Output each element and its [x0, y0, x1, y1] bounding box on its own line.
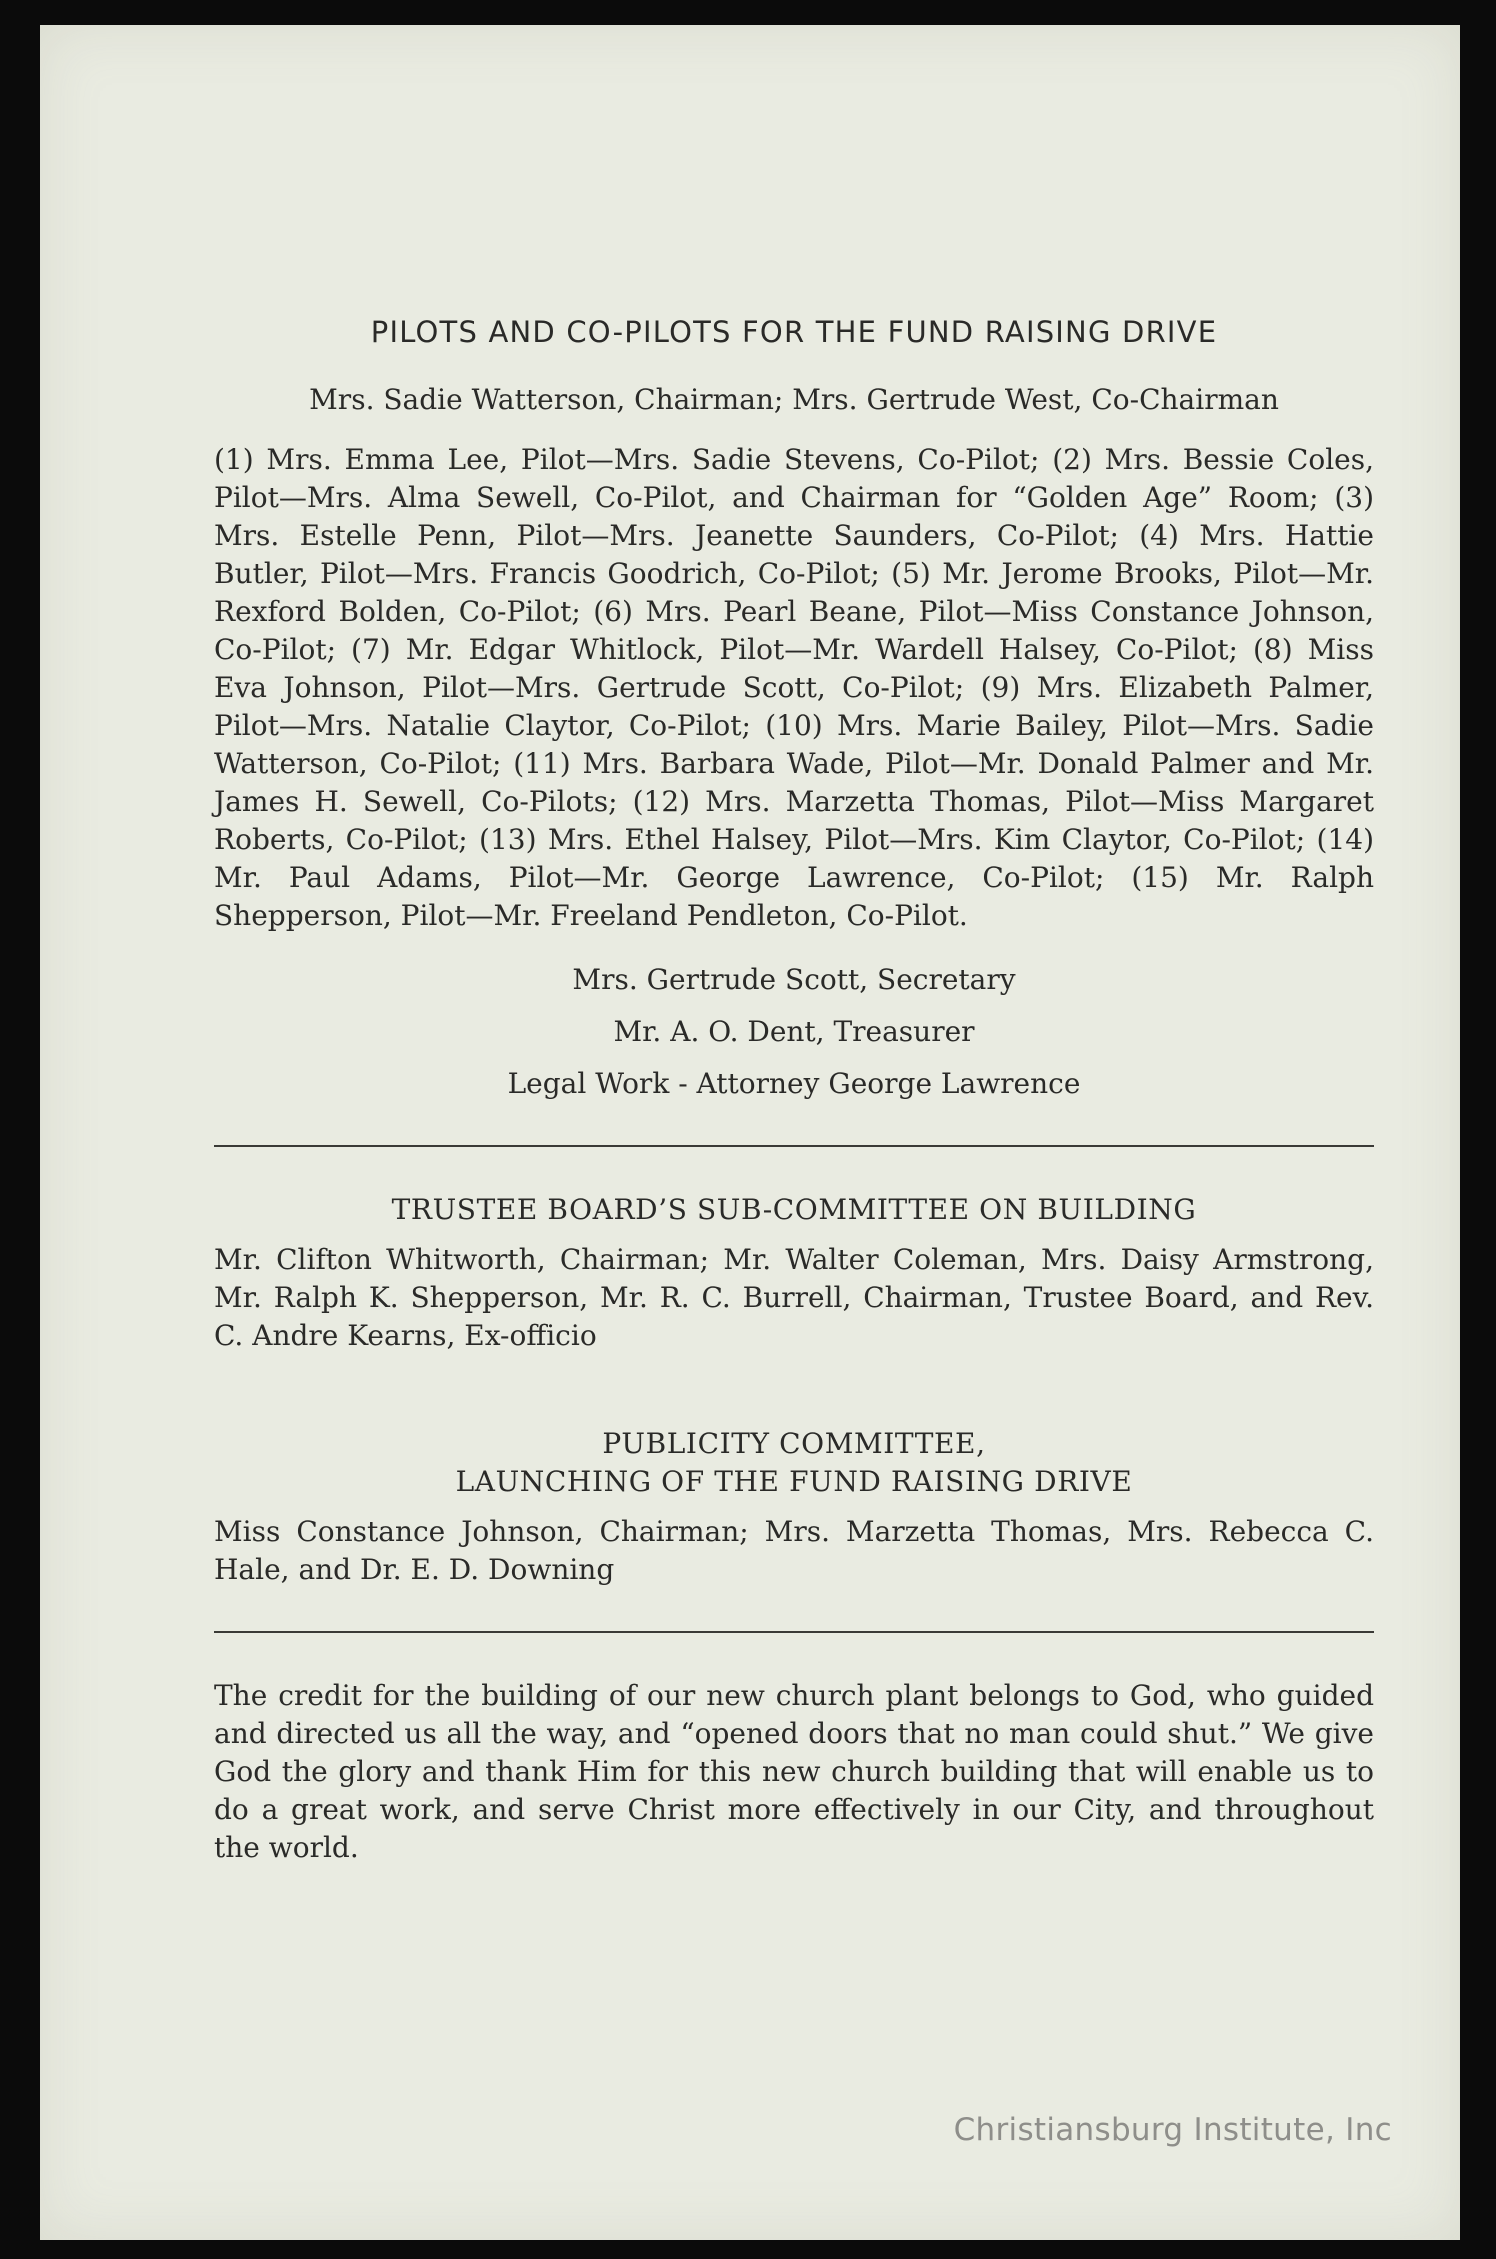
section-spacer: [214, 1355, 1374, 1425]
trustee-heading: TRUSTEE BOARD’S SUB-COMMITTEE ON BUILDING: [391, 1193, 1197, 1226]
document-page: [40, 25, 1460, 2240]
publicity-heading-line2: LAUNCHING OF THE FUND RAISING DRIVE: [455, 1465, 1133, 1498]
publicity-heading-line1: PUBLICITY COMMITTEE,: [602, 1427, 986, 1460]
legal-line: Legal Work - Attorney George Lawrence: [507, 1067, 1081, 1100]
closing-paragraph: The credit for the building of our new church plant belongs to God, who guided and directed us all the way, and “opened doors that no man could shut.” We give God the glory and thank Him for this new church building that will enable us to do a great work, and serve Christ more effectively in our City, and throughout the world.: [214, 1679, 1374, 1864]
pilots-chair-line: Mrs. Sadie Watterson, Chairman; Mrs. Gertrude West, Co-Chairman: [309, 383, 1279, 416]
pilots-list-paragraph: (1) Mrs. Emma Lee, Pilot—Mrs. Sadie Stevens, Co-Pilot; (2) Mrs. Bessie Coles, Pilot—Mrs. Alma Sewell, Co-Pilot, and Chairman for “Golden Age” Room; (3) Mrs. Estelle Penn, Pilot—Mrs. Jeanette Saunders, Co-Pilot; (4) Mrs. Hattie Butler, Pilot—Mrs. Francis Goodrich, Co-Pilot; (5) Mr. Jerome Brooks, Pilot—Mr. Rexford Bolden, Co-Pilot; (6) Mrs. Pearl Beane, Pilot—Miss Constance Johnson, Co-Pilot; (7) Mr. Edgar Whitlock, Pilot—Mr. Wardell Halsey, Co-Pilot; (8) Miss Eva Johnson, Pilot—Mrs. Gertrude Scott, Co-Pilot; (9) Mrs. Elizabeth Palmer, Pilot—Mrs. Natalie Claytor, Co-Pilot; (10) Mrs. Marie Bailey, Pilot—Mrs. Sadie Watterson, Co-Pilot; (11) Mrs. Barbara Wade, Pilot—Mr. Donald Palmer and Mr. James H. Sewell, Co-Pilots; (12) Mrs. Marzetta Thomas, Pilot—Miss Margaret Roberts, Co-Pilot; (13) Mrs. Ethel Halsey, Pilot—Mrs. Kim Claytor, Co-Pilot; (14) Mr. Paul Adams, Pilot—Mr. George Lawrence, Co-Pilot; (15) Mr. Ralph Shepperson, Pilot—Mr. Freeland Pendleton, Co-Pilot.: [214, 443, 1374, 932]
section-divider-1: [214, 1145, 1374, 1147]
page-content: [214, 313, 1374, 1867]
watermark-text: Christiansburg Institute, Inc: [953, 2112, 1392, 2148]
section-divider-2: [214, 1631, 1374, 1633]
trustee-paragraph: Mr. Clifton Whitworth, Chairman; Mr. Walter Coleman, Mrs. Daisy Armstrong, Mr. Ralph K. Shepperson, Mr. R. C. Burrell, Chairman, Trustee Board, and Rev. C. Andre Kearns, Ex-officio: [214, 1243, 1374, 1352]
publicity-paragraph: Miss Constance Johnson, Chairman; Mrs. Marzetta Thomas, Mrs. Rebecca C. Hale, and Dr. E. D. Downing: [214, 1515, 1374, 1586]
officers-block: [214, 961, 1374, 1103]
treasurer-line: Mr. A. O. Dent, Treasurer: [613, 1015, 975, 1048]
pilots-heading: PILOTS AND CO-PILOTS FOR THE FUND RAISING DRIVE: [370, 315, 1218, 349]
secretary-line: Mrs. Gertrude Scott, Secretary: [572, 963, 1016, 996]
